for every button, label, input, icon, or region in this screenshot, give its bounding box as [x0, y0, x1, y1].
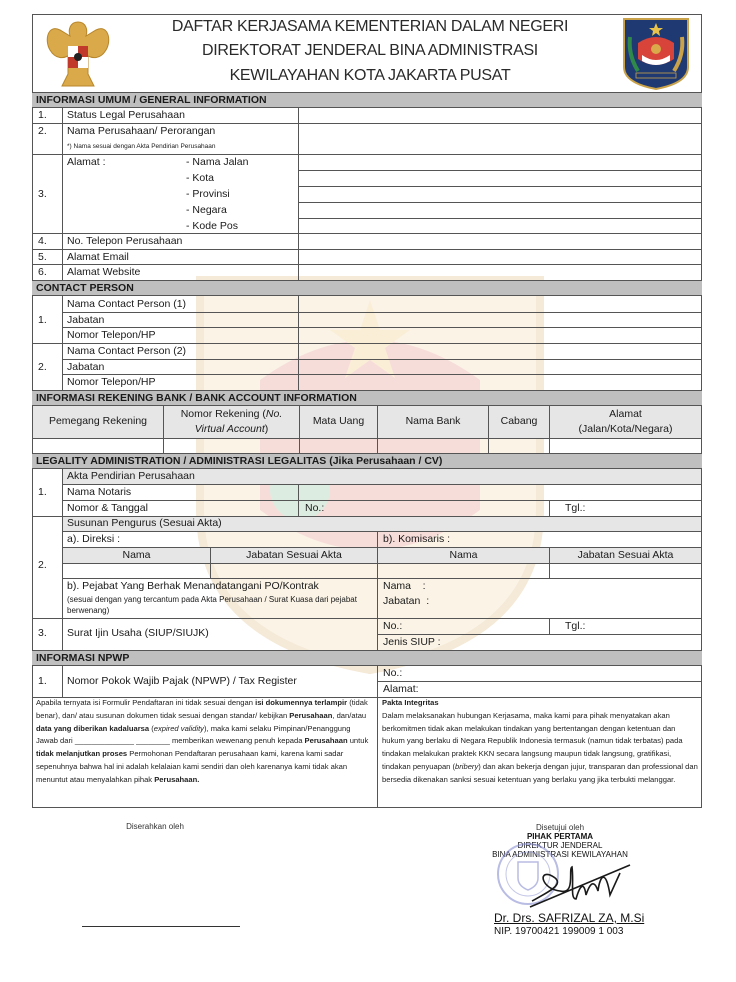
commissioners-col-position: Jabatan Sesuai Akta: [577, 549, 674, 561]
text: , dan/atau: [332, 710, 367, 720]
address-postcode-field[interactable]: [299, 219, 701, 233]
text: untuk: [347, 736, 369, 746]
party-label: PIHAK PERTAMA: [526, 832, 594, 841]
text-bold: data yang diberikan kadaluarsa: [36, 723, 150, 733]
section-npwp: INFORMASI NPWP: [32, 650, 702, 666]
contact2-phone-label: Nomor Telepon/HP: [67, 376, 156, 388]
col-account-number: [164, 407, 299, 437]
branch-field[interactable]: [489, 439, 549, 453]
contact2-name-label: Nama Contact Person (2): [67, 345, 187, 357]
contact1-position-field[interactable]: [299, 313, 701, 327]
col-account-number-suffix: ): [264, 423, 269, 435]
integrity-pact: [382, 697, 700, 787]
director-name-field[interactable]: [63, 564, 210, 578]
text-bold: tidak melanjutkan proses: [36, 749, 128, 759]
signature-scribble: [520, 855, 640, 915]
website-field[interactable]: [299, 265, 701, 280]
text-bold: isi dokumennya terlampir: [255, 698, 348, 707]
address-country-field[interactable]: [299, 203, 701, 218]
akta-label: Akta Pendirian Perusahaan: [67, 470, 195, 482]
col-bank-address: [550, 407, 701, 437]
garuda-logo: [40, 16, 116, 90]
row-num: 1.: [38, 109, 47, 121]
akta-date-field[interactable]: [590, 501, 700, 516]
signatory-position-field[interactable]: [440, 595, 701, 610]
notary-field[interactable]: [299, 485, 701, 500]
address-city-label: - Kota: [186, 172, 215, 184]
position-line2: BINA ADMINISTRASI KEWILAYAHAN: [492, 850, 628, 859]
signatory-nip: NIP. 19700421 199009 1 003: [494, 926, 624, 937]
company-name-label: Nama Perusahaan/ Perorangan: [67, 125, 216, 137]
contact2-position-field[interactable]: [299, 360, 701, 374]
col-bank-name: Nama Bank: [405, 415, 461, 427]
legality-item-num: 2.: [38, 559, 47, 571]
section-legality: LEGALITY ADMINISTRATION / ADMINISTRASI LEGALITAS (Jika Perusahaan / CV): [32, 453, 702, 469]
legality-item-num: 3.: [38, 627, 47, 639]
company-name-note: *) Nama sesuai dengan Akta Pendirian Perusahaan: [67, 143, 216, 150]
row-num: 3.: [38, 188, 47, 200]
signatory-note: (sesuai dengan yang tercantum pada Akta Perusahaan / Surat Kuasa dari pejabat berwenang): [67, 595, 357, 615]
col-account-number-no: No.: [265, 408, 283, 420]
number-date-label: Nomor & Tanggal: [67, 502, 148, 514]
contact-group-num: 1.: [38, 314, 47, 326]
kemendagri-icon: [620, 15, 692, 91]
disclaimer-statement: [36, 697, 374, 787]
phone-label: No. Telepon Perusahaan: [67, 235, 183, 247]
commissioner-name-field[interactable]: [378, 564, 549, 578]
status-legal-label: Status Legal Perusahaan: [67, 109, 185, 121]
address-city-field[interactable]: [299, 171, 701, 186]
directors-label: a). Direksi :: [67, 533, 121, 545]
text: (tidak benar), dan/ atau susunan dokumen tidak sesuai dengan standar/ kebijkan: [36, 698, 368, 720]
text-bold: Perusahaan.: [154, 774, 200, 784]
npwp-no-field[interactable]: [405, 667, 700, 681]
col-account-number-va: Virtual Account: [194, 423, 265, 435]
integrity-title: Pakta Integritas: [382, 698, 439, 707]
kemendagri-logo: [620, 15, 692, 91]
contact2-phone-field[interactable]: [299, 375, 701, 390]
directors-col-name: Nama: [122, 549, 151, 561]
text: Apabila ternyata isi Formulir Pendaftaran ini tidak sesuai dengan: [36, 698, 256, 707]
garuda-icon: [40, 16, 116, 90]
npwp-address-field[interactable]: [420, 682, 700, 697]
submitted-by-label: Diserahkan oleh: [126, 822, 184, 831]
address-province-field[interactable]: [299, 187, 701, 202]
text: Dalam melaksanakan hubungan Kerjasama, maka kami para pihak menyatakan akan berkomitmen tidak akan melakukan tindakan yang bertentangan dengan ketentuan dan hukum yang berlaku di Negara Republik Indonesia termasuk (namun tidak terbatas) pada tindakan melakukan praktek KKN secara langsung maupun tidak langsung, gratifikasi, tindakan penyuapan (: [382, 710, 683, 771]
text: (: [149, 723, 154, 733]
board-structure-label: Susunan Pengurus (Sesuai Akta): [67, 517, 222, 529]
bank-name-field[interactable]: [378, 439, 488, 453]
signatory-name-label: Nama :: [383, 580, 426, 592]
text: ) dan akan bekerja dengan jujur, transparan dan professional dan bersedia dikenakan sanksi sesuai ketentuan yang berlaku yang jika terbukti melanggar.: [382, 761, 698, 784]
website-label: Alamat Website: [67, 266, 141, 278]
siup-label: Surat Ijin Usaha (SIUP/SIUJK): [67, 627, 209, 639]
contact1-phone-field[interactable]: [299, 328, 701, 343]
col-branch: Cabang: [500, 415, 538, 427]
address-province-label: - Provinsi: [186, 188, 230, 200]
col-account-holder: Pemegang Rekening: [48, 415, 148, 427]
npwp-num: 1.: [38, 675, 47, 687]
title-line1: DAFTAR KERJASAMA KEMENTERIAN DALAM NEGERI: [171, 18, 569, 35]
commissioners-label: b). Komisaris :: [383, 533, 451, 545]
signatory-name-field[interactable]: [440, 579, 701, 594]
signatory-label: b). Pejabat Yang Berhak Menandatangani PO/Kontrak: [67, 580, 319, 592]
col-account-number-prefix: Nomor Rekening (: [180, 408, 266, 420]
address-label: Alamat :: [67, 156, 106, 168]
text-italic: bribery: [455, 761, 479, 771]
signatory-position-label: Jabatan :: [383, 595, 430, 607]
email-field[interactable]: [299, 250, 701, 264]
col-bank-address-line1: Alamat: [609, 408, 642, 420]
director-position-field[interactable]: [211, 564, 377, 578]
contact-group-num: 2.: [38, 361, 47, 373]
text: Permohonan Pendaftaran perusahaan kami, karena kami sadar sepenuhnya bahwa hal ini adalah kelalaian kami sendiri dan oleh karenanya kami tidak akan menuntut atau menyalahkan pihak: [36, 749, 348, 784]
akta-no-field[interactable]: [325, 501, 548, 516]
col-bank-address-line2: (Jalan/Kota/Negara): [578, 423, 673, 435]
phone-field[interactable]: [299, 234, 701, 249]
npwp-label: Nomor Pokok Wajib Pajak (NPWP) / Tax Register: [67, 675, 297, 687]
address-country-label: - Negara: [186, 204, 227, 216]
siup-type-field[interactable]: [445, 635, 700, 650]
contact1-name-field[interactable]: [299, 297, 701, 312]
akta-date-label: Tgl.:: [565, 502, 586, 514]
section-bank-account: INFORMASI REKENING BANK / BANK ACCOUNT INFORMATION: [32, 390, 702, 406]
npwp-no-label: No.:: [383, 667, 403, 679]
address-street-label: - Nama Jalan: [186, 156, 249, 168]
status-legal-field[interactable]: [299, 108, 701, 123]
commissioner-position-field[interactable]: [550, 564, 701, 578]
approved-by-label: Disetujui oleh: [535, 823, 585, 832]
address-street-field[interactable]: [299, 155, 701, 170]
col-currency: Mata Uang: [312, 415, 365, 427]
row-num: 4.: [38, 235, 47, 247]
legality-item-num: 1.: [38, 486, 47, 498]
bank-address-field[interactable]: [550, 439, 701, 453]
commissioners-col-name: Nama: [449, 549, 478, 561]
email-label: Alamat Email: [67, 251, 129, 263]
account-holder-field[interactable]: [33, 439, 163, 453]
contact1-phone-label: Nomor Telepon/HP: [67, 329, 156, 341]
siup-type-label: Jenis SIUP :: [383, 636, 441, 648]
contact2-name-field[interactable]: [299, 344, 701, 359]
section-contact-person: CONTACT PERSON: [32, 280, 702, 296]
row-num: 2.: [38, 125, 47, 137]
text-bold: Perusahaan: [289, 710, 333, 720]
row-num: 6.: [38, 266, 47, 278]
position-line1: DIREKTUR JENDERAL: [517, 841, 603, 850]
row-num: 5.: [38, 251, 47, 263]
account-number-field[interactable]: [164, 439, 299, 453]
company-name-field[interactable]: [299, 124, 701, 154]
address-postcode-label: - Kode Pos: [186, 220, 238, 232]
siup-no-label: No.:: [383, 620, 403, 632]
text-bold: Perusahaan: [304, 736, 348, 746]
siup-no-field[interactable]: [405, 619, 548, 634]
title-line2: DIREKTORAT JENDERAL BINA ADMINISTRASI: [202, 42, 538, 59]
siup-date-label: Tgl.:: [565, 620, 586, 632]
signatory-name: Dr. Drs. SAFRIZAL ZA, M.Si: [494, 911, 645, 925]
text-italic: expired validity: [153, 723, 204, 733]
title-line3: KEWILAYAHAN KOTA JAKARTA PUSAT: [229, 67, 511, 84]
siup-date-field[interactable]: [590, 619, 700, 634]
section-general-info: INFORMASI UMUM / GENERAL INFORMATION: [32, 92, 702, 108]
akta-no-label: No.:: [305, 502, 325, 514]
npwp-address-label: Alamat:: [383, 683, 419, 695]
currency-field[interactable]: [300, 439, 377, 453]
contact2-position-label: Jabatan: [67, 361, 105, 373]
contact1-name-label: Nama Contact Person (1): [67, 298, 187, 310]
directors-col-position: Jabatan Sesuai Akta: [246, 549, 342, 561]
text: ), maka kami selaku Pimpinan/Penanggung Jawab dari ______________ ________ memberikan wewenang penuh kepada: [36, 723, 351, 746]
submitter-signature-line[interactable]: [82, 926, 240, 927]
notary-label: Nama Notaris: [67, 486, 132, 498]
contact1-position-label: Jabatan: [67, 314, 105, 326]
